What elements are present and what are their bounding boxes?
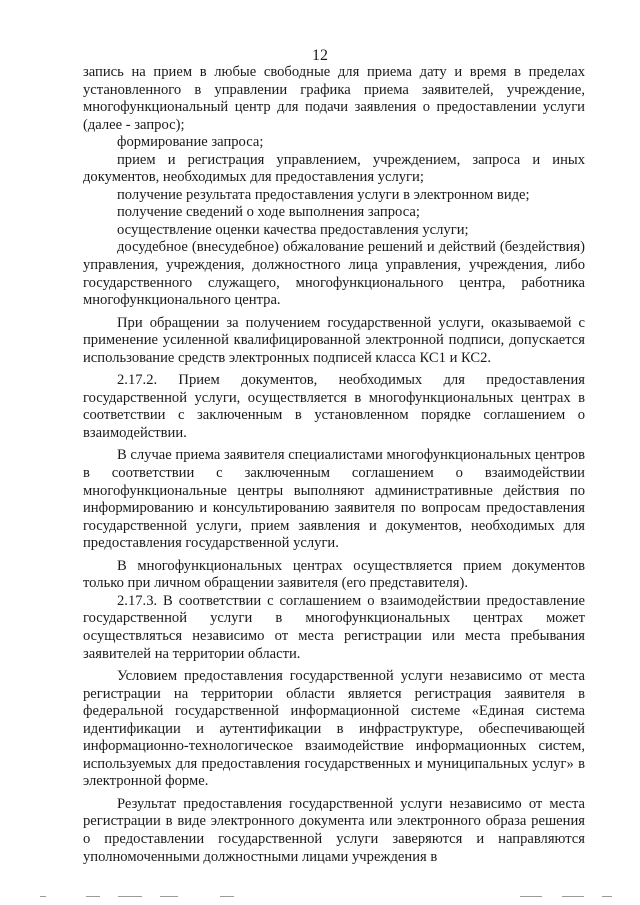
paragraph: формирование запроса; bbox=[117, 134, 264, 151]
paragraph: В многофункциональных центрах осуществляется прием документов только при личном обращении заявителя (его представителя). bbox=[83, 557, 585, 592]
paragraph: Условием предоставления государственной услуги независимо от места регистрации на территории области является регистрация заявителя в федеральной государственной информационной системе «Единая система идентификации и аутентификации в инфраструктуре, обеспечивающей информационно-технологическое взаимодействие информационных систем, используемых для предоставления государственных и муниципальных услуг» в электронной форме. bbox=[83, 668, 585, 790]
paragraph: получение результата предоставления услуги в электронном виде; bbox=[117, 186, 530, 203]
paragraph: 2.17.3. В соответствии с соглашением о взаимодействии предоставление государственной услуги в многофункциональных центрах может осуществляться независимо от места регистрации или места пребывания заявителей на территории области. bbox=[83, 592, 585, 662]
paragraph: получение сведений о ходе выполнения запроса; bbox=[117, 204, 420, 221]
paragraph: запись на прием в любые свободные для приема дату и время в пределах установленного в управлении графика приема заявителей, учреждение, многофункциональный центр для подачи заявления о предоставлении услуги (далее - запрос); bbox=[83, 64, 585, 133]
paragraph: В случае приема заявителя специалистами многофункциональных центров в соответствии с заключенным соглашением о взаимодействии многофункциональные центры выполняют административные действия по информированию и консультированию заявителя по вопросам предоставления государственной услуги, прием заявления и документов, необходимых для предоставления государственной услуги. bbox=[83, 447, 585, 552]
scan-artifacts bbox=[0, 894, 640, 900]
paragraph: прием и регистрация управлением, учреждением, запроса и иных документов, необходимых для предоставления услуги; bbox=[83, 151, 585, 186]
paragraph: Результат предоставления государственной услуги независимо от места регистрации в виде электронного документа или электронного образа решения о предоставлении государственной услуги заверяются и направляются уполномоченными должностными лицами учреждения в bbox=[83, 795, 585, 865]
paragraph: При обращении за получением государственной услуги, оказываемой с применение усиленной квалифицированной электронной подписи, допускается использование средств электронных подписей класса КС1 и КС2. bbox=[83, 314, 585, 366]
body-text bbox=[83, 64, 585, 866]
paragraph: 2.17.2. Прием документов, необходимых для предоставления государственной услуги, осуществляется в многофункциональных центрах в соответствии с заключенным в установленном порядке соглашением о взаимодействии. bbox=[83, 372, 585, 441]
page-number: 12 bbox=[312, 47, 328, 64]
paragraph: досудебное (внесудебное) обжалование решений и действий (бездействия) управления, учреждения, должностного лица управления, учреждения, либо государственного служащего, многофункционального центра, работника многофункционального центра. bbox=[83, 239, 585, 309]
paragraph: осуществление оценки качества предоставления услуги; bbox=[117, 221, 469, 238]
